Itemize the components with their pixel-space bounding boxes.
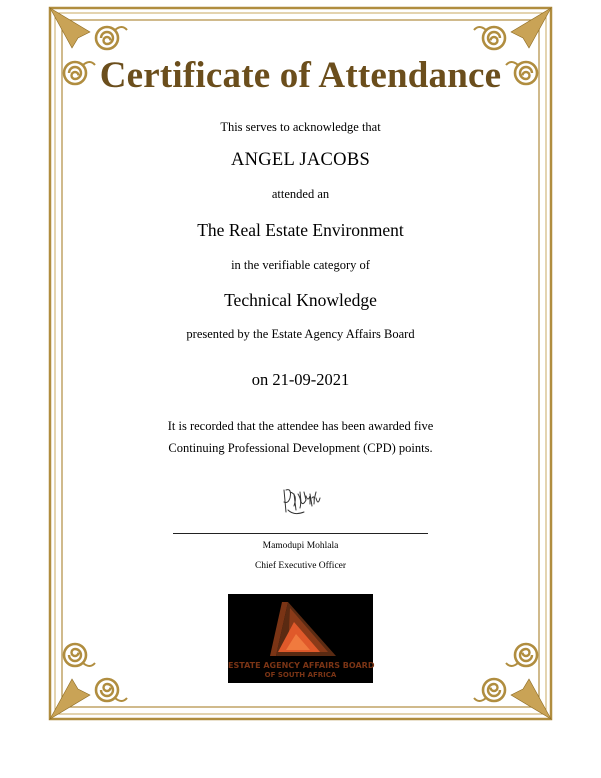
- cpd-record-line-1: It is recorded that the attendee has been awarded five: [167, 419, 434, 433]
- logo-text-line-2: OF SOUTH AFRICA: [264, 671, 337, 679]
- category-label: in the verifiable category of: [231, 258, 370, 272]
- certificate-title: Certificate of Attendance: [99, 55, 502, 96]
- attendance-date: on 21-09-2021: [251, 370, 350, 389]
- signature-line: [173, 533, 428, 534]
- signer-title: Chief Executive Officer: [254, 561, 347, 571]
- cpd-record-line-2: Continuing Professional Development (CPD) points.: [168, 441, 433, 455]
- signature-icon: [270, 480, 330, 520]
- attended-text: attended an: [271, 187, 330, 201]
- signer-name: Mamodupi Mohlala: [262, 541, 339, 551]
- intro-text: This serves to acknowledge that: [220, 120, 381, 134]
- eaab-logo: [228, 594, 373, 683]
- category-name: Technical Knowledge: [224, 290, 377, 310]
- logo-text-line-1: ESTATE AGENCY AFFAIRS BOARD: [228, 661, 375, 670]
- attendee-name: ANGEL JACOBS: [230, 150, 371, 170]
- presenter-text: presented by the Estate Agency Affairs Board: [186, 327, 415, 341]
- course-title: The Real Estate Environment: [197, 220, 404, 240]
